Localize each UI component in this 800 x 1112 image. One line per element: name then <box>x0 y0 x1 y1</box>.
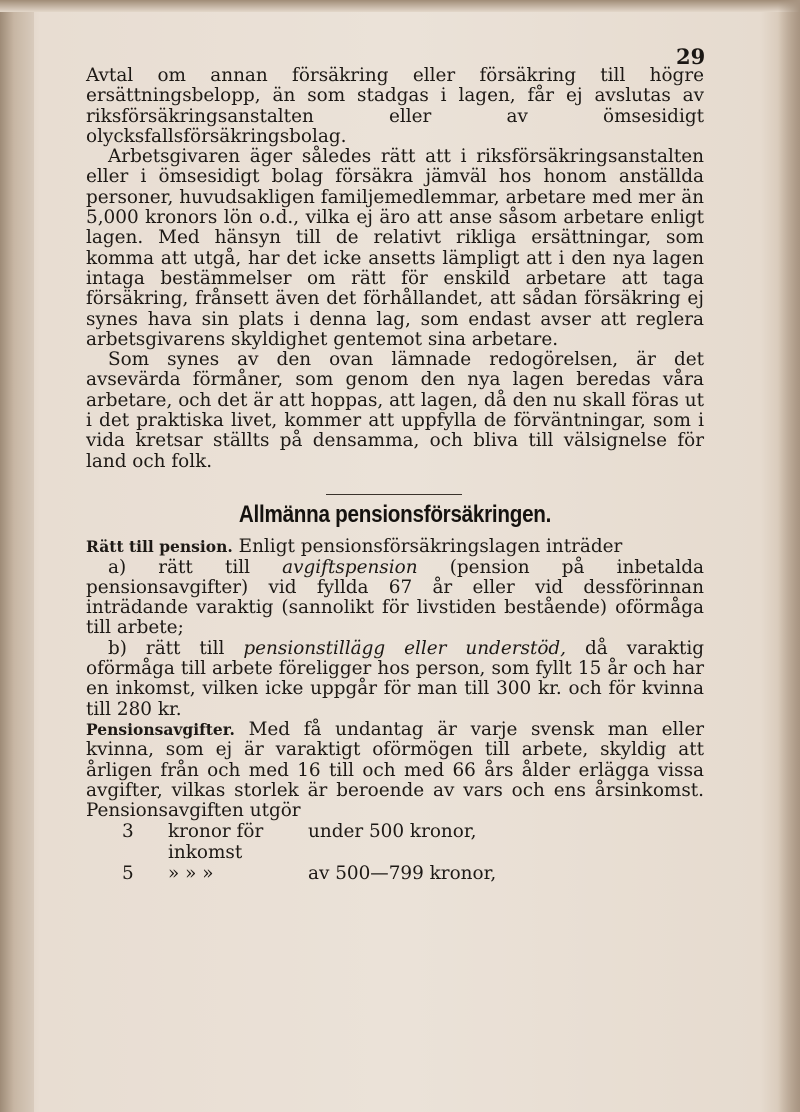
item-b-text: då varaktig oförmåga till arbete föreligger hos person, som fyllt 15 år och har en inkomst, vilken icke uppgår för man till 300 kr. och för kvinna till 280 kr. <box>86 637 704 720</box>
fee-ditto-marks: » » » <box>168 863 214 885</box>
item-a-prefix: a) rätt till <box>108 556 283 578</box>
fee-amount: 5 <box>122 863 134 885</box>
paragraph-employer-rights: Arbetsgivaren äger således rätt att i riksförsäkringsanstalten eller i ömsesidigt bolag försäkra jämväl hos honom anställda personer, huvudsakligen familjemedlemmar, arbetare med mer än 5,000 kronors lön o.d., vilka ej äro att anse såsom arbetare enligt lagen. Med hänsyn till de relativt rikliga ersättningar, som komma att utgå, har det icke ansetts lämpligt att i den nya lagen intaga bestämmelser om rätt för enskild arbetare att taga försäkring, frånsett även det förhållandet, att sådan försäkring ej synes hava sin plats i denna lag, som endast avser att reglera arbetsgivarens skyldighet gentemot sina arbetare. <box>86 146 704 350</box>
fee-label: kronor för inkomst <box>168 821 264 864</box>
fee-income-range: under 500 kronor, <box>308 821 477 843</box>
item-a-text: (pension på inbetalda pensionsavgifter) vid fyllda 67 år eller vid dessförinnan inträdande varaktig (sannolikt för livstiden bestående) oförmåga till arbete; <box>86 556 704 639</box>
page-body <box>86 66 704 884</box>
sidehead-right-to-pension: Rätt till pension. <box>86 537 233 557</box>
page-number: 29 <box>676 44 706 69</box>
binding-gutter <box>0 0 34 1112</box>
page-top-edge <box>0 0 800 12</box>
fee-income-range: av 500—799 kronor, <box>308 863 497 885</box>
fee-row <box>86 863 704 884</box>
item-b-term: pensionstillägg eller understöd, <box>243 637 567 659</box>
item-b-prefix: b) rätt till <box>108 637 244 659</box>
sidehead-pension-fees: Pensionsavgifter. <box>86 719 235 739</box>
paragraph-conclusion: Som synes av den ovan lämnade redogörelsen, är det avsevärda förmåner, som genom den nya lagen beredas våra arbetare, och det är att hoppas, att lagen, då den nu skall föras ut i det praktiska livet, kommer att uppfylla de förväntningar, som i vida kretsar ställts på densamma, och bliva till välsignelse för land och folk. <box>86 349 704 472</box>
section-divider <box>326 494 462 495</box>
page-right-edge <box>778 0 800 1112</box>
item-a <box>86 558 704 639</box>
item-a-term: avgiftspension <box>282 556 418 578</box>
fee-amount: 3 <box>122 821 134 843</box>
fee-row <box>86 821 704 863</box>
right-to-pension-text: Enligt pensionsförsäkringslagen inträder <box>232 536 623 558</box>
pension-fees-text: Med få undantag är varje svensk man eller kvinna, som ej är varaktigt oförmögen till arbete, skyldig att årligen från och med 16 till och med 66 års ålder erlägga vissa avgifter, vilkas storlek är beroende av vars och ens årsinkomst. Pensionsavgiften utgör <box>86 718 704 822</box>
paragraph-insurance-contracts: Avtal om annan försäkring eller försäkring till högre ersättningsbelopp, än som stadgas i lagen, får ej avslutas av riksförsäkringsanstalten eller av ömsesidigt olycksfallsförsäkringsbolag. <box>86 65 704 147</box>
paragraph-pension-fees <box>86 720 704 821</box>
paragraph-right-to-pension <box>86 537 704 557</box>
section-heading: Allmänna pensionsförsäkringen. <box>238 500 552 528</box>
item-b <box>86 639 704 720</box>
